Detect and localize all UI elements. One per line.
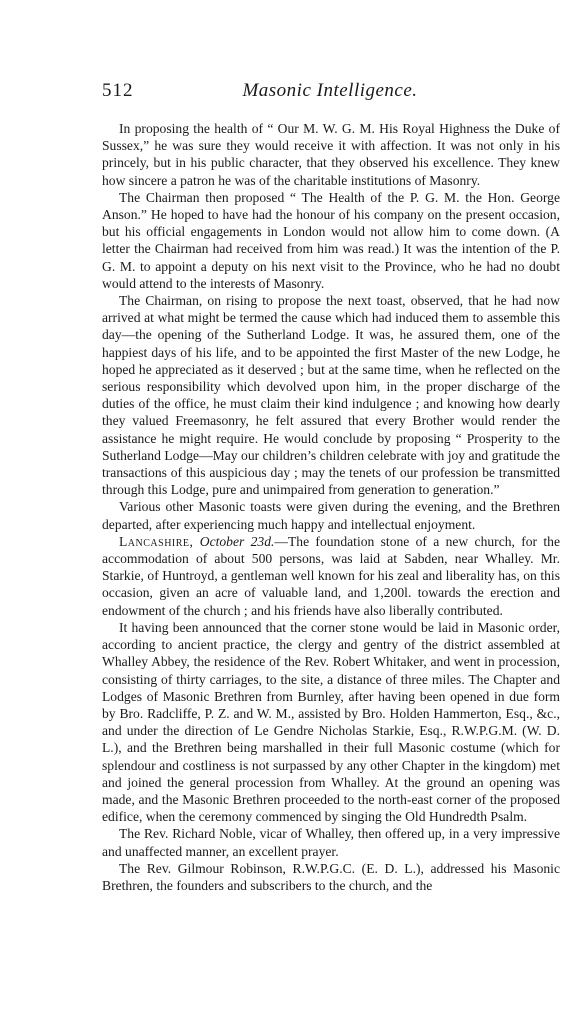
page-header (102, 80, 558, 104)
paragraph-lancashire-text: —The foundation stone of a new church, for the accommodation of about 500 persons, was laid at Sabden, near Whalley. Mr. Starkie, of Huntroyd, a gentleman well known for his zeal and liberality has, on this occasion, given an acre of valuable land, and 1,200l. towards the erection and endowment of the church ; and his friends have also liberally contributed. (102, 533, 560, 618)
paragraph-prayer: The Rev. Richard Noble, vicar of Whalley, then offered up, in a very impressive and unaffected manner, an excellent prayer. (102, 826, 560, 859)
paragraph-sutherland-lodge: The Chairman, on rising to propose the next toast, observed, that he had now arrived at what might be termed the cause which had induced them to assemble this day—the opening of the Sutherland Lodge. It was, he assured them, one of the happiest days of his life, and to be appointed the first Master of the new Lodge, he hoped he appreciated as it deserved ; but at the same time, when he reflected on the serious responsibility which devolved upon him, in the proper discharge of the duties of the office, he must claim their kind indulgence ; and knowing how dearly they valued Freemasonry, he felt assured that every Brother would render the assistance he might require. He would conclude by proposing “ Prosperity to the Sutherland Lodge—May our children’s children celebrate with joy and gratitude the transactions of this auspicious day ; may the tenets of our profession be transmitted through this Lodge, pure and unimpaired from generation to generation.” (102, 293, 560, 498)
page-number: 512 (102, 80, 134, 101)
paragraph-address: The Rev. Gilmour Robinson, R.W.P.G.C. (E. D. L.), addressed his Masonic Brethren, the founders and subscribers to the church, and the (102, 860, 560, 893)
place-heading: Lancashire, (119, 533, 194, 549)
paragraph-lancashire (102, 533, 560, 619)
paragraph-procession: It having been announced that the corner stone would be laid in Masonic order, according to ancient practice, the clergy and gentry of the district assembled at Whalley Abbey, the residence of the Rev. Robert Whitaker, and went in procession, consisting of thirty carriages, to the site, a distance of three miles. The Chapter and Lodges of Masonic Brethren from Burnley, after having been opened in due form by Bro. Radcliffe, P. Z. and W. M., assisted by Bro. Holden Hammerton, Esq., &c., and under the direction of Le Gendre Nicholas Starkie, Esq., R.W.P.G.M. (W. D. L.), and the Brethren being marshalled in their full Masonic costume (which for splendour and costliness is not surpassed by any other Chapter in the kingdom) met and joined the general procession from Whalley. At the ground an opening was made, and the Masonic Brethren proceeded to the north-east corner of the proposed edifice, when the ceremony commenced by singing the Old Hundredth Psalm. (102, 619, 560, 825)
paragraph-health-toast: In proposing the health of “ Our M. W. G. M. His Royal Highness the Duke of Sussex,” he was sure they would receive it with affection. It was not only in his princely, but in his public character, that they observed his excellence. They knew how sincere a patron he was of the charitable institutions of Masonry. (102, 121, 560, 188)
article-body (102, 120, 560, 894)
date-heading: October 23d. (199, 533, 275, 549)
paragraph-pgm-toast: The Chairman then proposed “ The Health of the P. G. M. the Hon. George Anson.” He hoped to have had the honour of his company on the present occasion, but his official engagements in London would not allow him to come down. (A letter the Chairman had received from him was read.) It was the intention of the P. G. M. to appoint a deputy on his next visit to the Province, who he had no doubt would attend to the interests of Masonry. (102, 189, 560, 291)
paragraph-other-toasts: Various other Masonic toasts were given during the evening, and the Brethren departed, after experiencing much happy and intellectual enjoyment. (102, 499, 560, 532)
running-title: Masonic Intelligence. (242, 80, 418, 101)
